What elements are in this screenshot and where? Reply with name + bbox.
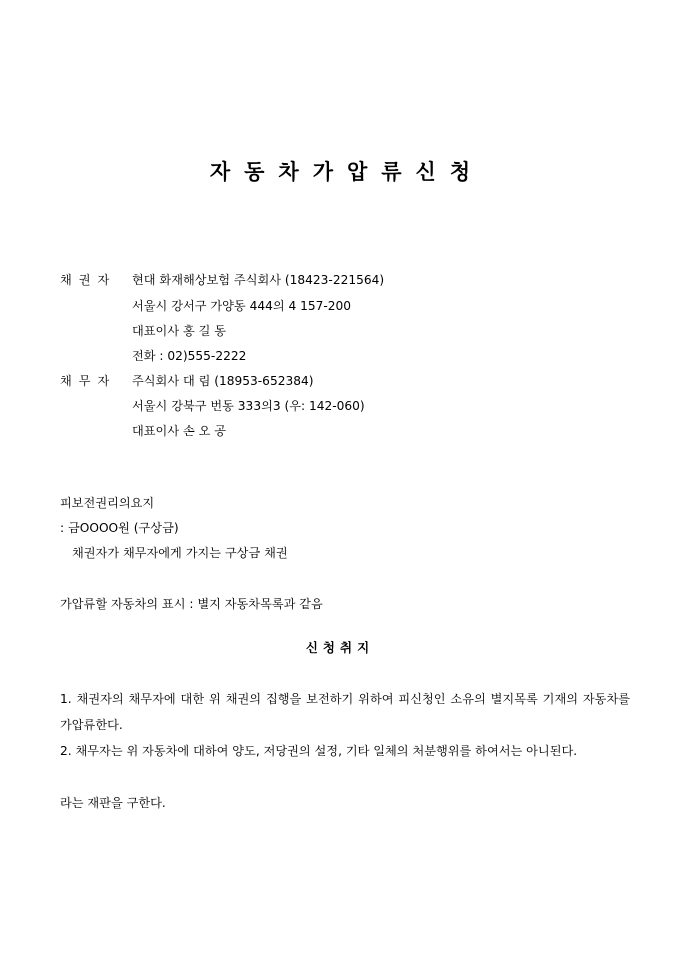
- debtor-representative: 대표이사 손 오 공: [132, 424, 227, 438]
- closing-sentence: 라는 재판을 구한다.: [60, 796, 166, 810]
- secured-right-heading: 피보전권리의요지: [60, 496, 155, 510]
- creditor-phone: 전화 : 02)555-2222: [132, 349, 247, 363]
- creditor-label: 채권자: [60, 273, 117, 287]
- debtor-name: 주식회사 대 림 (18953-652384): [132, 374, 314, 388]
- document-title: 자동차가압류신청: [209, 159, 485, 184]
- debtor-label: 채무자: [60, 374, 117, 388]
- purpose-heading: 신청취지: [305, 640, 375, 655]
- creditor-representative: 대표이사 홍 길 동: [132, 324, 227, 338]
- debtor-address: 서울시 강북구 번동 333의3 (우: 142-060): [132, 399, 365, 413]
- creditor-name: 현대 화재해상보험 주식회사 (18423-221564): [132, 273, 385, 287]
- purpose-paragraph-1: 1. 채권자의 채무자에 대한 위 채권의 집행을 보전하기 위하여 피신청인 소유의 별지목록 기재의 자동차를 가압류한다.: [60, 692, 630, 732]
- purpose-paragraph-2: 2. 채무자는 위 자동차에 대하여 양도, 저당권의 설정, 기타 일체의 처분행위를 하여서는 아니된다.: [60, 744, 578, 758]
- creditor-address: 서울시 강서구 가양동 444의 4 157-200: [132, 299, 352, 313]
- secured-right-description: 채권자가 채무자에게 가지는 구상금 채권: [72, 546, 288, 560]
- secured-right-amount: : 금OOOO원 (구상금): [60, 521, 179, 535]
- vehicle-indication: 가압류할 자동차의 표시 : 별지 자동차목록과 같음: [60, 597, 323, 611]
